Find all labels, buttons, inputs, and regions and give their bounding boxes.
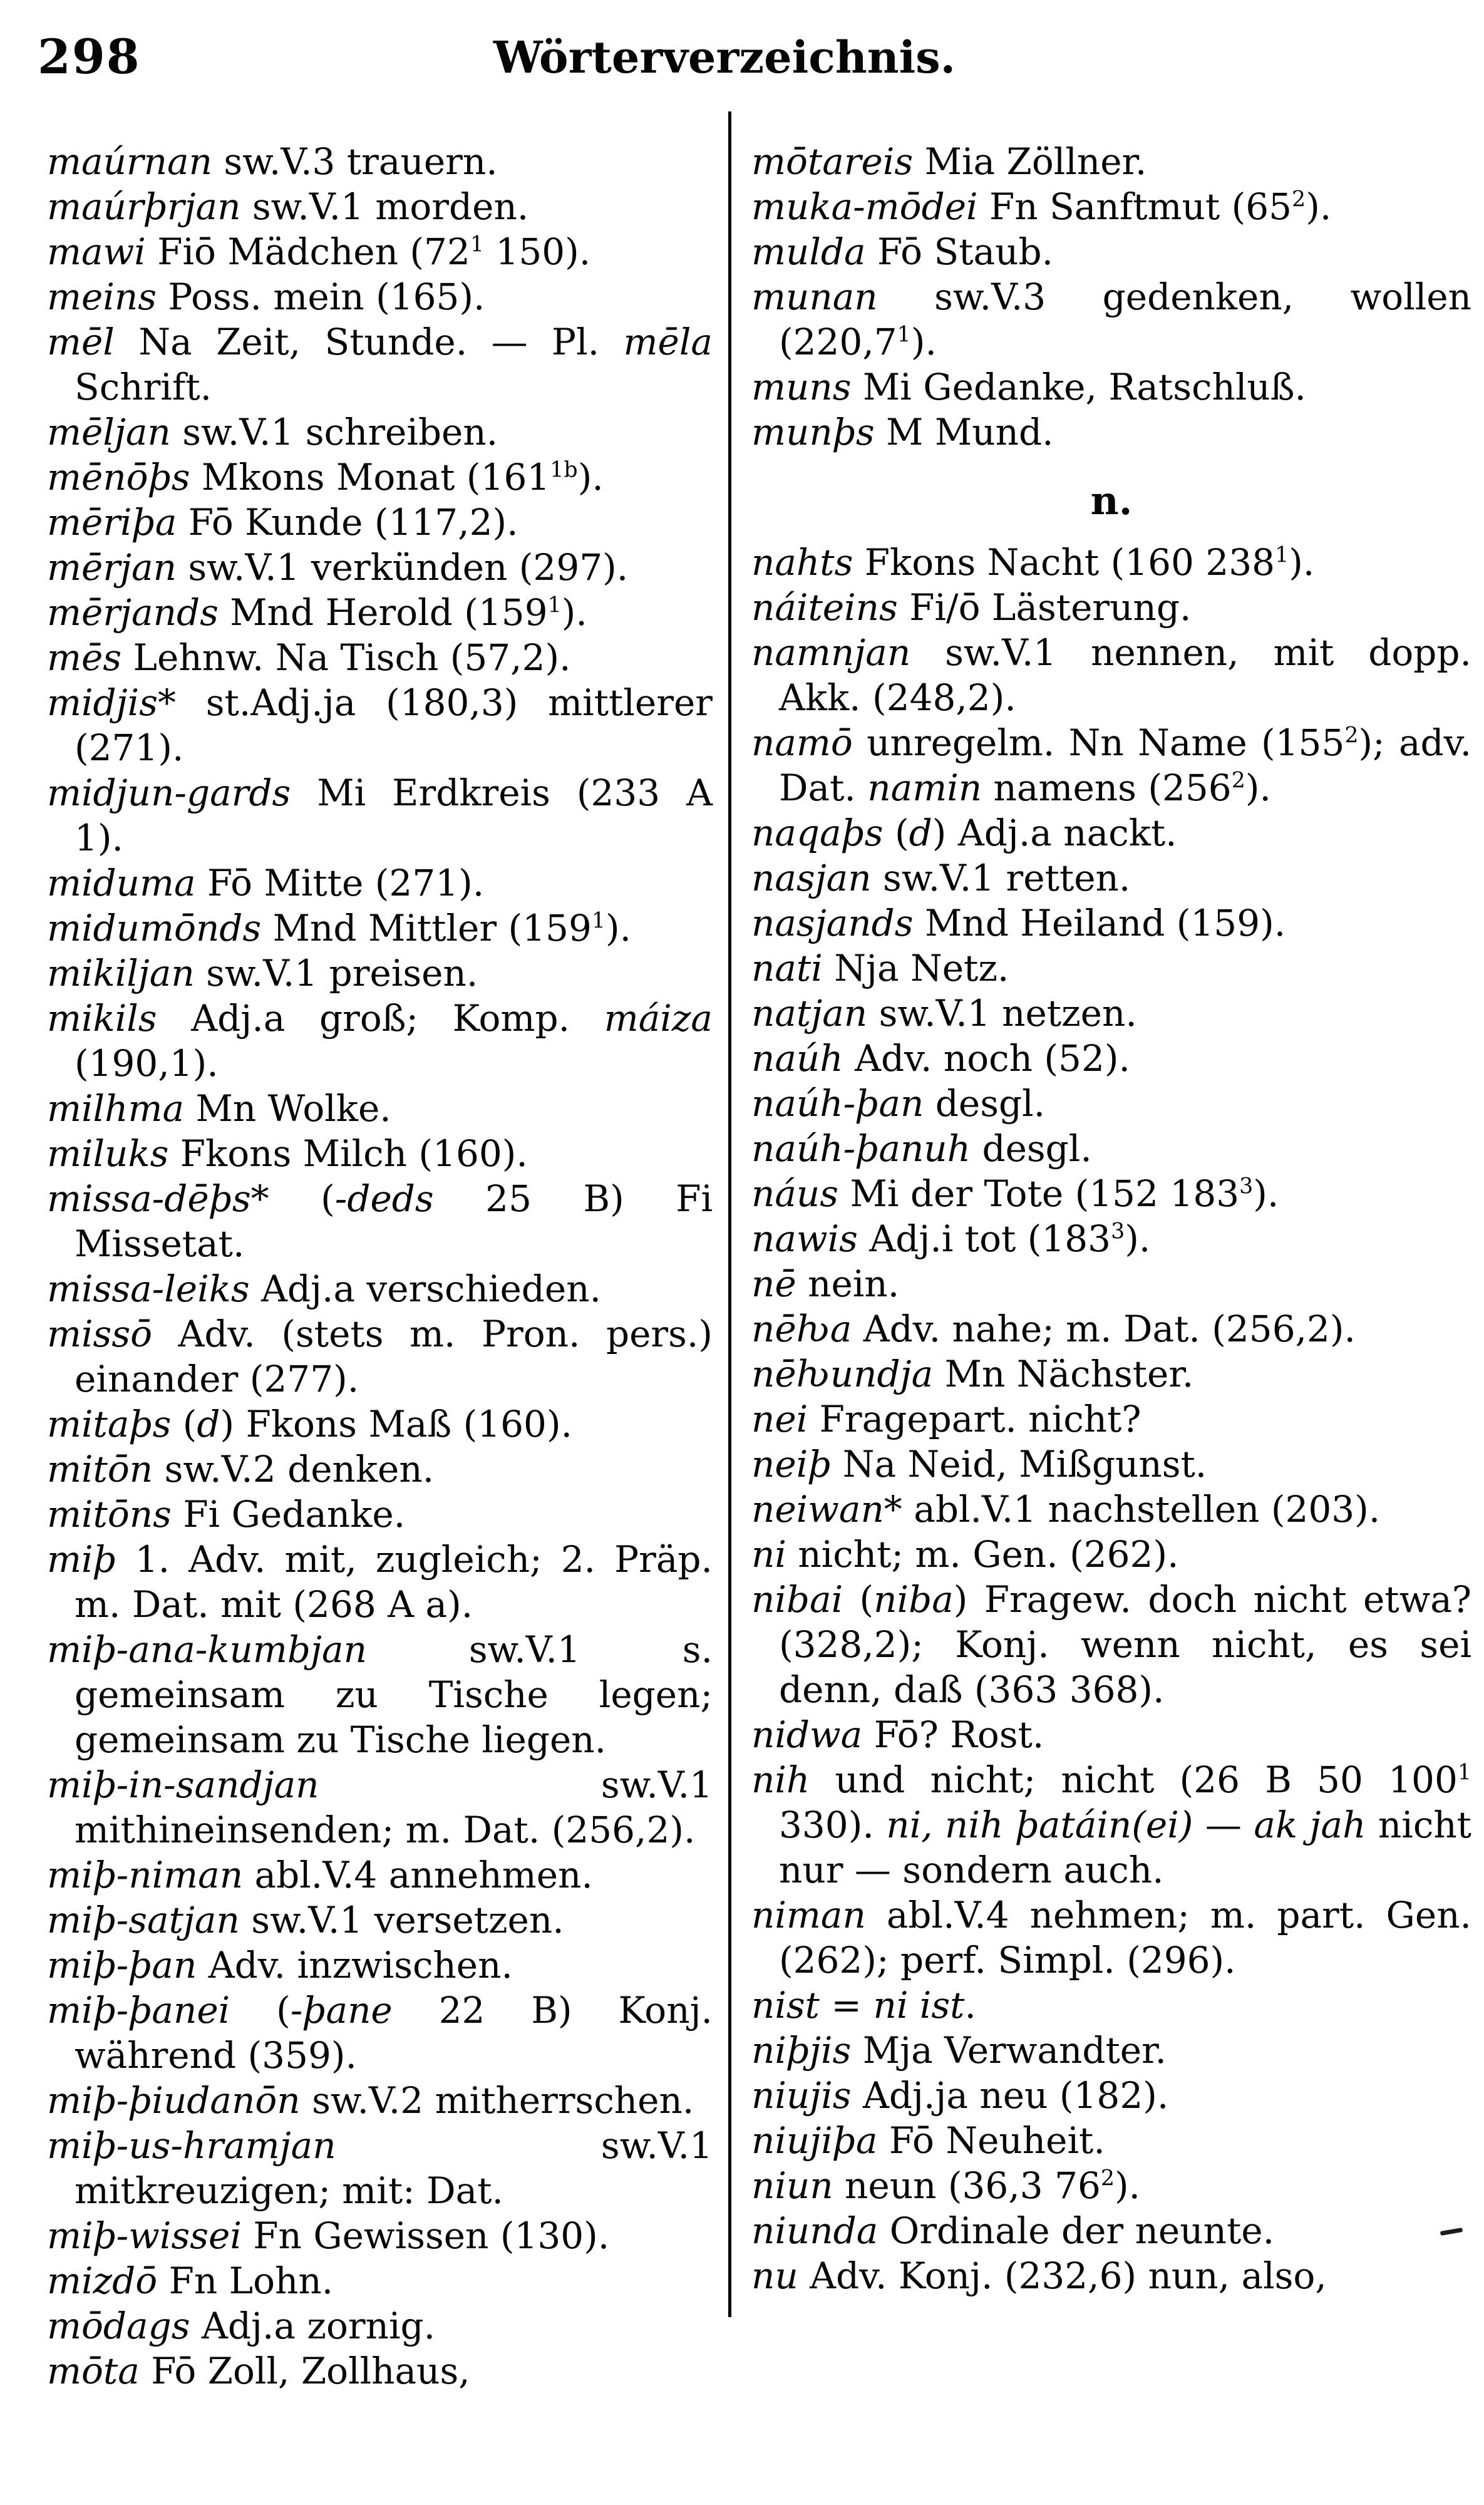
gothic-headword: niujiþa (751, 2119, 878, 2162)
gothic-word: d (197, 1403, 220, 1445)
gothic-headword: mēs (47, 636, 122, 679)
dictionary-entry (47, 951, 713, 996)
dictionary-entry (47, 410, 713, 455)
dictionary-entry (47, 1447, 713, 1492)
dictionary-entry (47, 1627, 713, 1762)
dictionary-entry (751, 901, 1471, 946)
entry-text: Mn Wolke. (184, 1087, 391, 1130)
entry-text: ). (1306, 185, 1332, 228)
entry-text: ). (1289, 541, 1315, 584)
gothic-headword: missa-dēþs* (47, 1177, 269, 1220)
dictionary-entry (47, 1402, 713, 1447)
entry-text: 22 B) Konj. während (359). (75, 1989, 713, 2077)
entry-text: sw.V.1 preisen. (194, 952, 478, 994)
gothic-headword: nēƕundja (751, 1353, 934, 1395)
gothic-headword: nidwa (751, 1713, 863, 1756)
dictionary-entry (47, 590, 713, 635)
dictionary-entry (751, 1712, 1471, 1757)
section-letter-n: n. (1090, 478, 1133, 524)
gothic-headword: miþ-niman (47, 1854, 244, 1896)
right-column-entries-n (751, 540, 1471, 2298)
entry-text: Adj.a groß; Komp. (157, 997, 604, 1040)
entry-text: Mnd Mittler (159 (261, 907, 592, 949)
entry-text: . (964, 1984, 976, 2027)
gothic-headword: nēƕa (751, 1308, 852, 1350)
entry-text: Fn Lohn. (157, 2260, 334, 2302)
dictionary-entry (47, 1131, 713, 1176)
gothic-word: ak jah (1254, 1804, 1366, 1846)
entry-text: Poss. mein (165). (157, 276, 485, 318)
dictionary-entry (751, 540, 1471, 585)
dictionary-entry (751, 1171, 1471, 1216)
entry-text: Mi Gedanke, Ratschluß. (851, 366, 1306, 408)
gothic-word: ni ist (873, 1984, 965, 2027)
dictionary-entry (751, 1216, 1471, 1261)
gothic-word: -deds (334, 1177, 434, 1220)
gothic-headword: náus (751, 1172, 839, 1215)
dictionary-entry (751, 2253, 1471, 2298)
dictionary-entry (47, 184, 713, 229)
gothic-headword: niun (751, 2164, 833, 2207)
entry-text: unregelm. Nn Name (155 (852, 721, 1345, 764)
dictionary-entry (751, 1351, 1471, 1397)
entry-text: sw.V.2 mitherrschen. (300, 2079, 694, 2122)
dictionary-entry (751, 2208, 1471, 2253)
entry-text: ). (577, 456, 604, 498)
dictionary-entry (751, 1126, 1471, 1171)
entry-text: abl.V.4 annehmen. (243, 1854, 593, 1896)
entry-text: Nja Netz. (822, 947, 1009, 989)
gothic-headword: natjan (751, 992, 868, 1035)
entry-text: st.Adj.ja (180,3) mittlerer (271). (75, 681, 713, 769)
gothic-headword: miþ-þanei (47, 1989, 230, 2032)
gothic-headword: naqaþs (751, 812, 884, 854)
entry-text: abl.V.4 nehmen; m. part. Gen. (262); perf. Simpl. (296). (779, 1894, 1471, 1981)
gothic-headword: nibai (751, 1578, 843, 1621)
gothic-word: -þane (290, 1989, 393, 2032)
reference-superscript: 1 (470, 232, 484, 257)
gothic-headword: niman (751, 1894, 866, 1936)
gothic-headword: mēljan (47, 411, 171, 453)
dictionary-entry (751, 1577, 1471, 1712)
entry-text: 1. Adv. mit, zugleich; 2. Präp. m. Dat. mit (268 A a). (75, 1538, 713, 1626)
entry-text: ) Adj.a nackt. (932, 812, 1177, 854)
gothic-headword: midjis* (47, 681, 176, 724)
entry-text: ) Fkons Maß (160). (220, 1403, 573, 1445)
dictionary-entry (751, 1893, 1471, 1983)
dictionary-entry (751, 184, 1471, 229)
entry-text: Fō? Rost. (862, 1713, 1044, 1756)
gothic-headword: nu (751, 2254, 798, 2297)
entry-text: Fō Neuheit. (877, 2119, 1105, 2162)
entry-text: Mn Nächster. (933, 1353, 1194, 1395)
gothic-headword: nih (751, 1759, 810, 1801)
gothic-headword: midjun-gards (47, 772, 291, 814)
gothic-headword: nist (751, 1984, 820, 2027)
dictionary-entry (47, 1266, 713, 1311)
dictionary-entry (47, 860, 713, 906)
gothic-headword: maúrnan (47, 140, 212, 183)
gothic-headword: mawi (47, 230, 146, 273)
dictionary-entry (751, 1261, 1471, 1306)
dictionary-entry (47, 2123, 713, 2213)
gothic-headword: muka-mōdei (751, 185, 978, 228)
gothic-headword: miluks (47, 1132, 169, 1175)
entry-text: Fō Kunde (117,2). (177, 501, 518, 544)
gothic-headword: mizdō (47, 2260, 158, 2302)
gothic-headword: naúh-þan (751, 1082, 924, 1125)
dictionary-entry (47, 545, 713, 590)
entry-text: Mja Verwandter. (851, 2029, 1167, 2072)
entry-text: Fi Gedanke. (171, 1493, 406, 1536)
gothic-headword: miþ-wissei (47, 2214, 242, 2257)
reference-superscript: 1 (897, 322, 911, 348)
entry-text: Fō Mitte (271). (195, 862, 485, 904)
reference-superscript: 1 (1275, 542, 1289, 568)
dictionary-entry (47, 906, 713, 951)
dictionary-entry (47, 1852, 713, 1898)
dictionary-entry (751, 2118, 1471, 2163)
dictionary-entry (751, 1442, 1471, 1487)
entry-text: ). (1245, 767, 1271, 809)
entry-text: Adv. Konj. (232,6) nun, also, (798, 2254, 1327, 2297)
gothic-headword: missō (47, 1313, 152, 1355)
gothic-headword: mitōn (47, 1448, 153, 1490)
entry-text: sw.V.3 gedenken, wollen (220,7 (779, 276, 1471, 363)
gothic-headword: miþ (47, 1538, 116, 1581)
entry-text: Fn Sanftmut (65 (977, 185, 1292, 228)
gothic-word: máiza (604, 997, 713, 1040)
entry-text: Fkons Nacht (160 238 (853, 541, 1275, 584)
gothic-headword: miþ-þiudanōn (47, 2079, 301, 2122)
dictionary-entry (751, 1487, 1471, 1532)
dictionary-entry (47, 680, 713, 770)
gothic-headword: nati (751, 947, 823, 989)
dictionary-entry (47, 229, 713, 274)
entry-text: sw.V.1 schreiben. (170, 411, 498, 453)
right-column (751, 139, 1471, 2298)
dictionary-entry (751, 2163, 1471, 2208)
dictionary-entry (47, 1176, 713, 1266)
entry-text: Ordinale der neunte. (878, 2209, 1275, 2252)
dictionary-entry (751, 855, 1471, 901)
gothic-headword: mōta (47, 2350, 140, 2392)
entry-text: Fō Zoll, Zollhaus, (139, 2350, 470, 2392)
entry-text: ). (1115, 2164, 1141, 2207)
right-column-entries-m (751, 139, 1471, 455)
gothic-headword: miþ-ana-kumbjan (47, 1628, 367, 1671)
dictionary-entry (47, 996, 713, 1086)
dictionary-entry (751, 991, 1471, 1036)
entry-text: nein. (796, 1263, 900, 1305)
dictionary-entry (47, 2078, 713, 2123)
dictionary-entry (751, 229, 1471, 274)
gothic-word: niba (873, 1578, 954, 1621)
dictionary-entry (751, 810, 1471, 855)
gothic-headword: ni (751, 1533, 786, 1576)
gothic-headword: niþjis (751, 2029, 852, 2072)
dictionary-entry (47, 1086, 713, 1131)
dictionary-entry (751, 139, 1471, 184)
gothic-headword: niunda (751, 2209, 879, 2252)
gothic-headword: nawis (751, 1217, 858, 1260)
page-title: Wörterverzeichnis. (493, 31, 956, 83)
entry-text: sw.V.1 mithineinsenden; m. Dat. (256,2). (75, 1764, 713, 1851)
reference-superscript: 2 (1100, 2166, 1115, 2191)
entry-text: Mia Zöllner. (913, 140, 1147, 183)
gothic-headword: nei (751, 1398, 808, 1440)
dictionary-entry (751, 585, 1471, 630)
dictionary-entry (751, 946, 1471, 991)
entry-text: sw.V.1 verkünden (297). (176, 546, 629, 589)
dictionary-entry (751, 720, 1471, 810)
entry-text: sw.V.1 netzen. (867, 992, 1137, 1035)
entry-text: ). (910, 321, 937, 363)
entry-text: Adj.a zornig. (190, 2305, 436, 2347)
gothic-headword: naúh (751, 1037, 843, 1080)
entry-text: ); adv. Dat. (779, 721, 1471, 809)
gothic-headword: miþ-us-hramjan (47, 2124, 336, 2167)
reference-superscript: 1b (550, 457, 578, 483)
entry-text: (190,1). (75, 1042, 219, 1085)
entry-text: ). (561, 591, 587, 634)
gothic-word: mēla (623, 321, 713, 363)
dictionary-entry (751, 630, 1471, 720)
entry-text: sw.V.1 nennen, mit dopp. Akk. (248,2). (779, 631, 1471, 719)
entry-text: Fiō Mädchen (72 (145, 230, 470, 273)
entry-text: ( (171, 1403, 197, 1445)
entry-text: und nicht; nicht (26 B 50 100 (810, 1759, 1458, 1801)
dictionary-entry (47, 274, 713, 319)
gothic-headword: mēnōþs (47, 456, 190, 498)
gothic-headword: náiteins (751, 586, 898, 629)
gothic-headword: meins (47, 276, 157, 318)
gothic-headword: miduma (47, 862, 196, 904)
entry-text: desgl. (971, 1127, 1092, 1170)
entry-text: abl.V.1 nachstellen (203). (902, 1488, 1381, 1531)
entry-text: sw.V.1 versetzen. (239, 1899, 564, 1941)
reference-superscript: 2 (1292, 187, 1306, 212)
dictionary-entry (751, 1532, 1471, 1577)
entry-text: Mi der Tote (152 183 (838, 1172, 1240, 1215)
left-column (47, 139, 713, 2394)
gothic-headword: munan (751, 276, 878, 318)
gothic-headword: mērjan (47, 546, 177, 589)
gothic-headword: mēl (47, 321, 115, 363)
gothic-headword: munþs (751, 411, 875, 453)
reference-superscript: 2 (1344, 723, 1359, 748)
dictionary-entry (47, 139, 713, 184)
gothic-headword: mikils (47, 997, 157, 1040)
entry-text: Fragepart. nicht? (808, 1398, 1141, 1440)
reference-superscript: 1 (547, 592, 562, 618)
gothic-word: d (909, 812, 932, 854)
entry-text: ) Fragew. doch nicht etwa? (328,2); Konj. wenn nicht, es sei denn, daß (363 368). (779, 1578, 1471, 1711)
gothic-headword: nasjan (751, 857, 872, 899)
entry-text: Adv. nahe; m. Dat. (256,2). (852, 1308, 1356, 1350)
gothic-headword: niujis (751, 2074, 852, 2117)
reference-superscript: 3 (1111, 1219, 1125, 1244)
entry-text: ( (883, 812, 909, 854)
dictionary-entry (751, 410, 1471, 455)
dictionary-entry (751, 2028, 1471, 2073)
entry-text: ). (1125, 1217, 1151, 1260)
entry-text: desgl. (924, 1082, 1046, 1125)
dictionary-entry (751, 364, 1471, 410)
entry-text: Mnd Herold (159 (218, 591, 548, 634)
entry-text: namens (256 (982, 767, 1232, 809)
left-column-entries (47, 139, 713, 2394)
entry-text: sw.V.1 retten. (871, 857, 1131, 899)
dictionary-entry (47, 635, 713, 680)
entry-text: Adj.i tot (183 (857, 1217, 1111, 1260)
entry-text: Adj.a verschieden. (249, 1268, 602, 1310)
dictionary-entry (751, 1306, 1471, 1351)
dictionary-entry (751, 1036, 1471, 1081)
entry-text: Fi/ō Lästerung. (897, 586, 1192, 629)
gothic-headword: naúh-þanuh (751, 1127, 971, 1170)
entry-text: M Mund. (874, 411, 1054, 453)
column-divider-rule (728, 111, 731, 2317)
gothic-headword: nahts (751, 541, 853, 584)
entry-text: neun (36,3 76 (833, 2164, 1101, 2207)
entry-text: sw.V.3 trauern. (212, 140, 498, 183)
gothic-headword: miþ-þan (47, 1944, 197, 1986)
dictionary-entry (47, 2213, 713, 2258)
entry-text: sw.V.1 morden. (240, 185, 529, 228)
entry-text: Mi Erdkreis (233 A 1). (75, 772, 713, 859)
gothic-headword: miþ-satjan (47, 1899, 240, 1941)
gothic-headword: mōtareis (751, 140, 914, 183)
dictionary-entry (47, 500, 713, 545)
entry-text: nicht nur — sondern auch. (779, 1804, 1471, 1891)
dictionary-entry (47, 1311, 713, 1402)
dictionary-entry (47, 455, 713, 500)
dictionary-entry (751, 1397, 1471, 1442)
entry-text: ( (843, 1578, 874, 1621)
gothic-headword: nē (751, 1263, 796, 1305)
reference-superscript: 1 (1457, 1760, 1471, 1785)
gothic-headword: mērjands (47, 591, 219, 634)
entry-text: ). (1253, 1172, 1279, 1215)
entry-text: sw.V.1 s. gemeinsam zu Tische legen; gemeinsam zu Tische liegen. (75, 1628, 713, 1761)
entry-text: nicht; m. Gen. (262). (786, 1533, 1179, 1576)
page-number: 298 (38, 29, 141, 85)
gothic-headword: missa-leiks (47, 1268, 250, 1310)
dictionary-entry (47, 2348, 713, 2394)
dictionary-entry (751, 274, 1471, 364)
entry-text: Schrift. (75, 366, 212, 408)
entry-text: Mkons Monat (161 (190, 456, 550, 498)
gothic-headword: nasjands (751, 902, 914, 944)
reference-superscript: 3 (1239, 1174, 1254, 1199)
gothic-word: namin (867, 767, 982, 809)
entry-text: Na Zeit, Stunde. — Pl. (114, 321, 624, 363)
dictionary-entry (47, 1492, 713, 1537)
dictionary-entry (47, 1537, 713, 1627)
entry-text: = (819, 1984, 873, 2027)
dictionary-entry (751, 1757, 1471, 1893)
entry-text: Mnd Heiland (159). (913, 902, 1286, 944)
entry-text: Lehnw. Na Tisch (57,2). (121, 636, 571, 679)
entry-text: 25 B) Fi Missetat. (75, 1177, 713, 1265)
gothic-headword: mēriþa (47, 501, 177, 544)
gothic-headword: midumōnds (47, 907, 262, 949)
dictionary-entry (47, 1898, 713, 1943)
dictionary-entry (47, 1762, 713, 1852)
gothic-word: ni, nih þatáin(ei) (886, 1804, 1193, 1846)
entry-text: 330). (779, 1804, 887, 1846)
entry-text: Fn Gewissen (130). (241, 2214, 610, 2257)
gothic-headword: miþ-in-sandjan (47, 1764, 319, 1806)
gothic-headword: neiþ (751, 1443, 832, 1485)
entry-text: Adv. inzwischen. (197, 1944, 513, 1986)
entry-text: sw.V.2 denken. (153, 1448, 435, 1490)
entry-text: Adj.ja neu (182). (851, 2074, 1169, 2117)
entry-text: ( (230, 1989, 291, 2032)
entry-text: Adv. noch (52). (843, 1037, 1130, 1080)
dictionary-entry (751, 2073, 1471, 2118)
dictionary-entry (47, 1943, 713, 1988)
dictionary-entry (751, 1081, 1471, 1126)
gothic-headword: mulda (751, 230, 866, 273)
entry-text: — (1193, 1804, 1254, 1846)
entry-text: ). (605, 907, 632, 949)
entry-text: Adv. (stets m. Pron. pers.) einander (277). (75, 1313, 713, 1400)
gothic-headword: maúrþrjan (47, 185, 241, 228)
entry-text: sw.V.1 mitkreuzigen; mit: Dat. (75, 2124, 713, 2212)
dictionary-entry (47, 319, 713, 410)
entry-text: Na Neid, Mißgunst. (831, 1443, 1207, 1485)
entry-text: 150). (484, 230, 591, 273)
gothic-headword: namō (751, 721, 853, 764)
entry-text: ( (269, 1177, 335, 1220)
gothic-headword: mikiljan (47, 952, 195, 994)
gothic-headword: namnjan (751, 631, 911, 674)
dictionary-entry (47, 1988, 713, 2078)
entry-text: Fkons Milch (160). (168, 1132, 528, 1175)
gothic-headword: mitaþs (47, 1403, 172, 1445)
dictionary-entry (47, 770, 713, 860)
dictionary-entry (47, 2303, 713, 2348)
entry-text: Fō Staub. (865, 230, 1054, 273)
dictionary-entry (751, 1983, 1471, 2028)
gothic-headword: mōdags (47, 2305, 190, 2347)
gothic-headword: milhma (47, 1087, 185, 1130)
gothic-headword: muns (751, 366, 852, 408)
gothic-headword: mitōns (47, 1493, 172, 1536)
reference-superscript: 2 (1231, 768, 1245, 793)
reference-superscript: 1 (591, 908, 606, 934)
gothic-headword: neiwan* (751, 1488, 902, 1531)
dictionary-entry (47, 2258, 713, 2303)
